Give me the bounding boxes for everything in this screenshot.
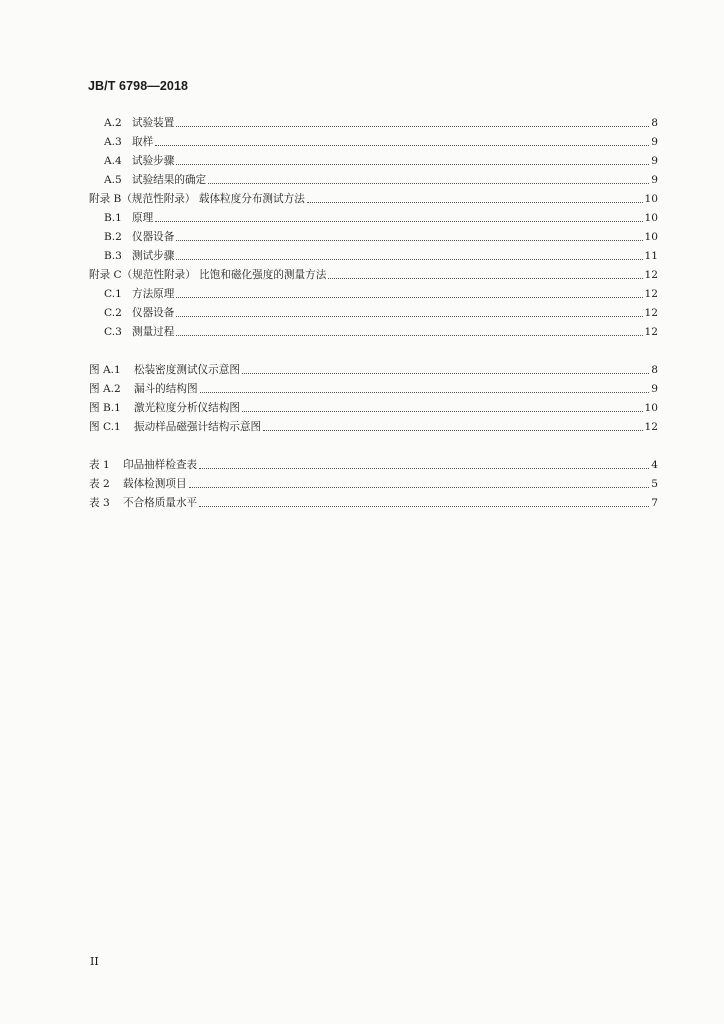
toc-leader-dots xyxy=(155,144,649,146)
toc-entry-page: 9 xyxy=(651,383,658,395)
toc-entry-number: A.2 xyxy=(104,117,122,129)
toc-entry-title: 附录 C（规范性附录） 比饱和磁化强度的测量方法 xyxy=(89,269,327,281)
toc-entry-page: 10 xyxy=(644,212,658,224)
toc-entry-annex-c[interactable] xyxy=(89,266,658,282)
toc-leader-dots xyxy=(263,429,642,431)
toc-entry-number: A.4 xyxy=(104,155,122,167)
toc-entry-title: 漏斗的结构图 xyxy=(134,383,198,395)
toc-entry-page: 4 xyxy=(651,459,658,471)
toc-entry[interactable] xyxy=(104,133,658,149)
document-number-header: JB/T 6798—2018 xyxy=(88,79,189,93)
toc-entry[interactable] xyxy=(104,247,658,263)
toc-table-entry[interactable] xyxy=(89,475,658,491)
toc-entry-page: 10 xyxy=(644,193,658,205)
toc-leader-dots xyxy=(189,486,650,488)
toc-entry-page: 12 xyxy=(644,421,658,433)
toc-leader-dots xyxy=(176,315,642,317)
toc-entry-title: 试验结果的确定 xyxy=(132,174,207,186)
toc-entry-title: 载体检测项目 xyxy=(123,478,187,490)
toc-entry-page: 12 xyxy=(644,307,658,319)
toc-figure-entry[interactable] xyxy=(89,361,658,377)
toc-entry-title: 印品抽样检查表 xyxy=(123,459,198,471)
toc-entry-number: A.3 xyxy=(104,136,122,148)
toc-leader-dots xyxy=(176,296,642,298)
toc-entry-title: 松装密度测试仪示意图 xyxy=(134,364,240,376)
toc-leader-dots xyxy=(176,334,642,336)
toc-entry-number: 表 1 xyxy=(89,459,110,471)
toc-entry[interactable] xyxy=(104,171,658,187)
toc-entry-title: 试验装置 xyxy=(132,117,175,129)
toc-table-entry[interactable] xyxy=(89,494,658,510)
toc-entry-page: 8 xyxy=(651,364,658,376)
toc-entry-page: 10 xyxy=(644,231,658,243)
toc-entry[interactable] xyxy=(104,285,658,301)
toc-entry-number: A.5 xyxy=(104,174,122,186)
toc-leader-dots xyxy=(199,505,649,507)
toc-entry-title: 仪器设备 xyxy=(132,231,175,243)
toc-entry[interactable] xyxy=(104,152,658,168)
toc-leader-dots xyxy=(242,410,643,412)
toc-entry-title: 方法原理 xyxy=(132,288,175,300)
toc-entry-number: 表 2 xyxy=(89,478,110,490)
toc-entry-page: 12 xyxy=(644,288,658,300)
toc-entry-title: 振动样品磁强计结构示意图 xyxy=(134,421,262,433)
toc-entry-number: 图 B.1 xyxy=(89,402,121,414)
toc-entry-page: 12 xyxy=(644,326,658,338)
toc-entry-number: B.2 xyxy=(104,231,122,243)
toc-entry-title: 仪器设备 xyxy=(132,307,175,319)
toc-leader-dots xyxy=(155,220,642,222)
toc-leader-dots xyxy=(176,258,642,260)
toc-entry-page: 8 xyxy=(651,117,658,129)
toc-entry-title: 不合格质量水平 xyxy=(123,497,198,509)
toc-entry-number: B.1 xyxy=(104,212,122,224)
toc-entry-title: 原理 xyxy=(132,212,154,224)
toc-leader-dots xyxy=(208,182,649,184)
toc-entry-page: 9 xyxy=(651,155,658,167)
toc-table-entry[interactable] xyxy=(89,456,658,472)
toc-leader-dots xyxy=(176,163,649,165)
toc-entry-page: 12 xyxy=(644,269,658,281)
toc-entry[interactable] xyxy=(104,304,658,320)
toc-entry[interactable] xyxy=(104,323,658,339)
toc-entry-page: 9 xyxy=(651,174,658,186)
toc-leader-dots xyxy=(176,239,642,241)
toc-entry-number: 图 A.2 xyxy=(89,383,121,395)
toc-entry[interactable] xyxy=(104,209,658,225)
toc-figure-entry[interactable] xyxy=(89,399,658,415)
page-number-footer: II xyxy=(90,955,99,968)
toc-entry-title: 测量过程 xyxy=(132,326,175,338)
toc-entry[interactable] xyxy=(104,114,658,130)
toc-entry-title: 试验步骤 xyxy=(132,155,175,167)
toc-entry-title: 取样 xyxy=(132,136,154,148)
toc-entry-page: 11 xyxy=(644,250,658,262)
toc-leader-dots xyxy=(176,125,649,127)
toc-leader-dots xyxy=(307,201,643,203)
toc-entry-page: 7 xyxy=(651,497,658,509)
toc-entry-page: 9 xyxy=(651,136,658,148)
toc-figure-entry[interactable] xyxy=(89,418,658,434)
toc-leader-dots xyxy=(328,277,642,279)
toc-entry-number: 表 3 xyxy=(89,497,110,509)
toc-entry-title: 激光粒度分析仪结构图 xyxy=(134,402,240,414)
toc-figure-entry[interactable] xyxy=(89,380,658,396)
toc-leader-dots xyxy=(242,372,649,374)
toc-entry-number: 图 A.1 xyxy=(89,364,121,376)
toc-entry-title: 附录 B（规范性附录） 载体粒度分布测试方法 xyxy=(89,193,305,205)
toc-entry-page: 5 xyxy=(651,478,658,490)
toc-entry-number: C.2 xyxy=(104,307,122,319)
toc-entry-number: C.3 xyxy=(104,326,122,338)
toc-leader-dots xyxy=(200,391,650,393)
toc-entry-number: C.1 xyxy=(104,288,122,300)
toc-entry-title: 测试步骤 xyxy=(132,250,175,262)
toc-entry-number: B.3 xyxy=(104,250,122,262)
toc-entry-annex-b[interactable] xyxy=(89,190,658,206)
toc-entry-page: 10 xyxy=(644,402,658,414)
toc-entry[interactable] xyxy=(104,228,658,244)
toc-entry-number: 图 C.1 xyxy=(89,421,121,433)
toc-leader-dots xyxy=(199,467,649,469)
